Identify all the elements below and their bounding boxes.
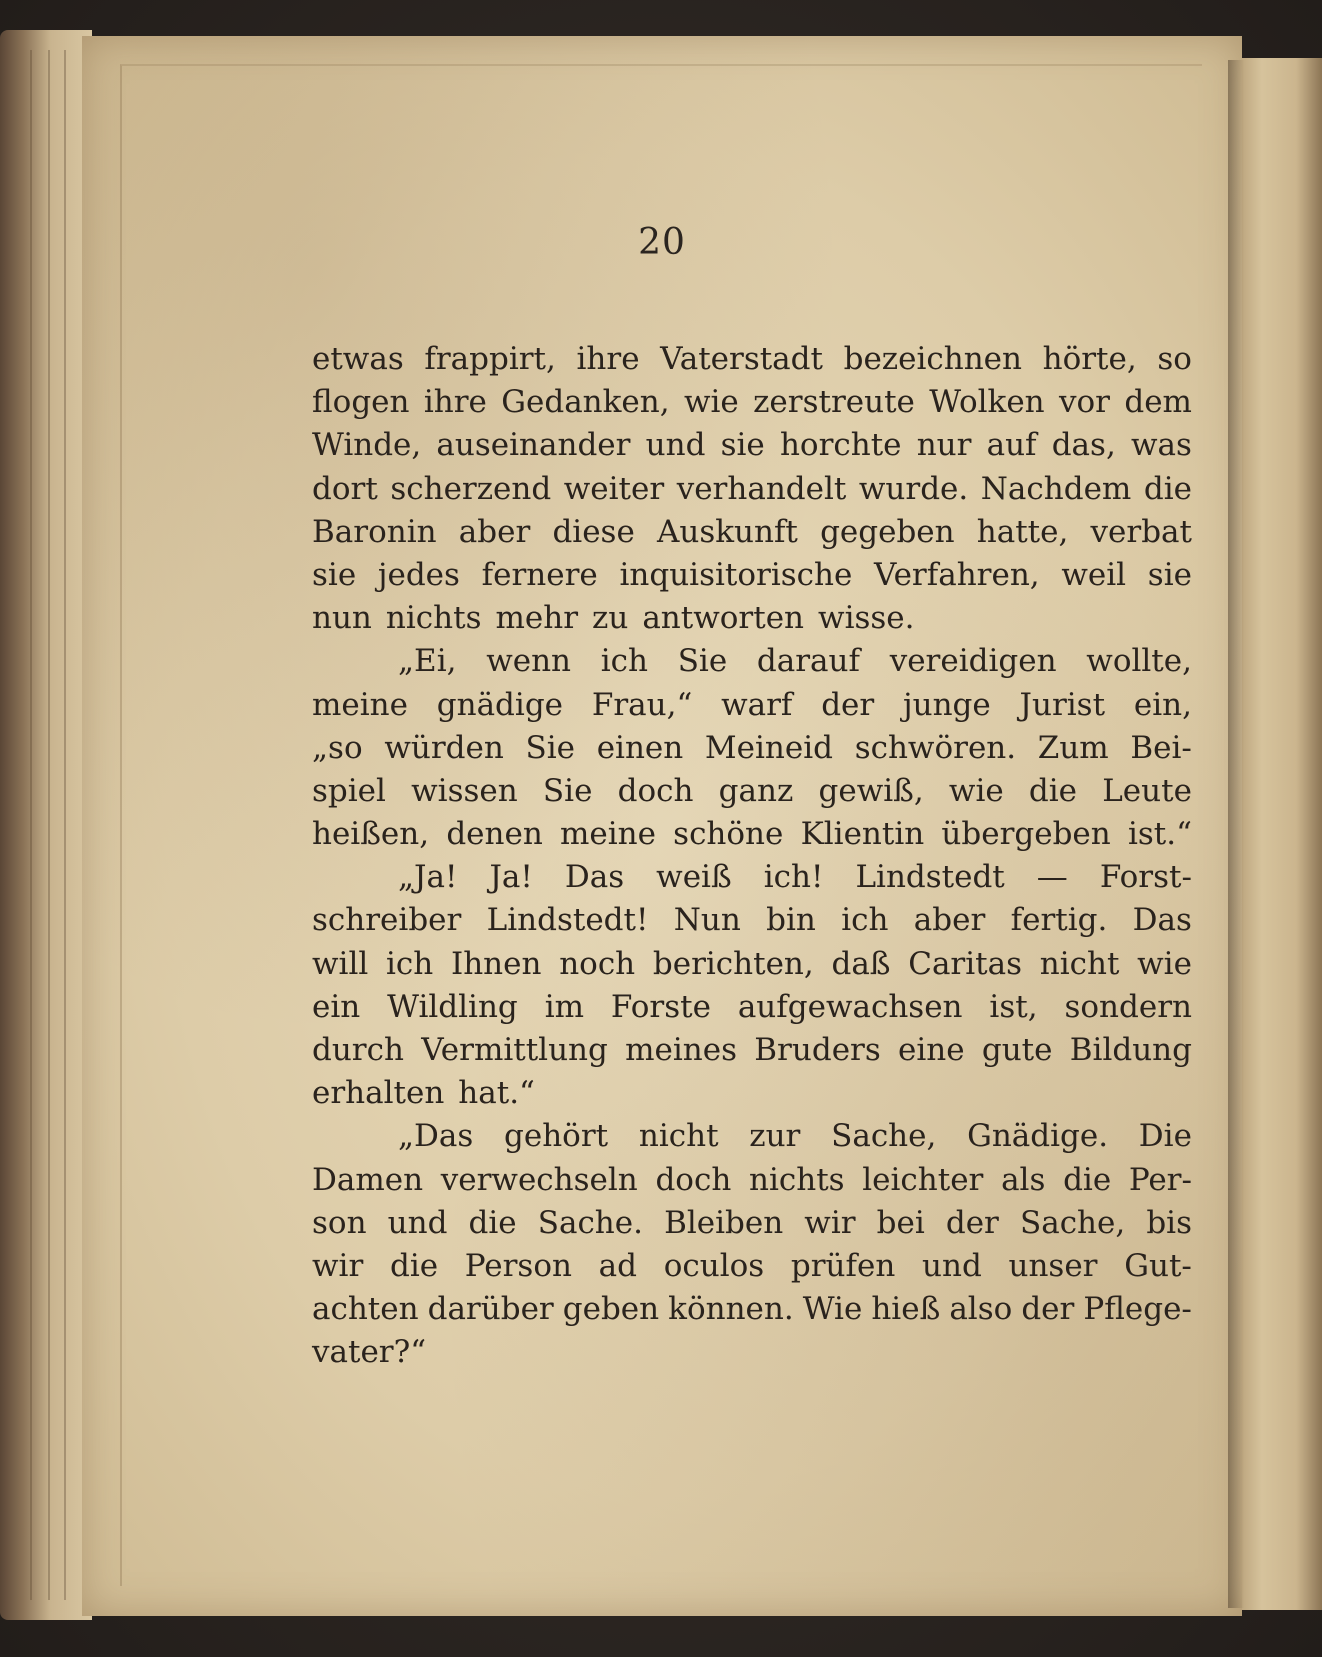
word: sie: [720, 427, 765, 464]
word: weiß: [656, 859, 732, 896]
word: junge: [903, 686, 991, 723]
word: eine: [898, 1032, 965, 1068]
word: ist.“: [1127, 816, 1192, 853]
word: Gut-: [1124, 1247, 1192, 1284]
word: schöne: [673, 816, 784, 853]
word: zur: [749, 1118, 801, 1155]
word: Vaterstadt: [660, 341, 823, 377]
word: ein: [312, 988, 361, 1025]
word: Bleiben: [664, 1204, 784, 1241]
word: meines: [625, 1032, 738, 1068]
word: hat.“: [458, 1075, 535, 1112]
word: wenn: [486, 643, 571, 680]
word: achten: [312, 1291, 419, 1328]
word: wurde.: [858, 470, 969, 507]
word: noch: [559, 945, 636, 982]
word: Forst-: [1099, 859, 1192, 896]
word: Pflege-: [1083, 1291, 1192, 1328]
word: hatte,: [976, 513, 1069, 550]
word: ein,: [1133, 686, 1192, 723]
word: flogen: [312, 384, 410, 421]
facing-page-edge: [1236, 58, 1322, 1610]
word: „Ei,: [398, 643, 457, 680]
word: gehört: [504, 1118, 609, 1155]
text-line: [312, 813, 1192, 856]
text-line: [312, 986, 1192, 1029]
word: ich: [841, 902, 889, 939]
text-line: [312, 554, 1192, 597]
text-line: [312, 1115, 1192, 1158]
word: sondern: [1064, 988, 1192, 1025]
word: auf: [986, 427, 1037, 464]
word: zu: [592, 600, 629, 637]
text-line: [312, 856, 1192, 899]
word: meine: [312, 686, 408, 723]
word: als: [1001, 1161, 1046, 1198]
word: Auskunft: [656, 513, 798, 550]
word: wir: [312, 1247, 364, 1284]
word: ad: [598, 1247, 637, 1284]
book-binding-edge: [0, 30, 92, 1620]
word: und: [387, 1204, 448, 1241]
word: Gedanken,: [501, 384, 670, 421]
word: Sache.: [537, 1204, 643, 1241]
word: Wildling: [387, 988, 518, 1025]
word: darüber: [427, 1291, 554, 1328]
text-line: [312, 381, 1192, 424]
word: der: [945, 1204, 999, 1241]
text-line: [312, 468, 1192, 511]
word: wie: [1137, 945, 1192, 982]
word: vater?“: [312, 1334, 427, 1371]
word: warf: [721, 686, 793, 723]
word: Verfahren,: [874, 556, 1040, 593]
word: oculos: [663, 1247, 765, 1284]
word: Bei-: [1130, 729, 1192, 766]
word: die: [1063, 1161, 1112, 1198]
word: der: [1021, 1291, 1075, 1328]
word: wollte,: [1086, 643, 1192, 680]
word: Meineid: [704, 729, 833, 766]
word: Bildung: [1069, 1032, 1192, 1068]
word: nicht: [1039, 945, 1120, 982]
word: darauf: [756, 643, 860, 680]
word: einen: [596, 729, 684, 766]
text-line: [312, 511, 1192, 554]
word: ihre: [423, 384, 487, 421]
word: die: [1143, 470, 1192, 507]
word: der: [821, 686, 875, 723]
word: Caritas: [908, 945, 1023, 982]
text-line: [312, 1029, 1192, 1072]
word: sie: [312, 556, 357, 593]
text-line: [312, 727, 1192, 770]
word: weil: [1061, 556, 1127, 593]
word: Person: [464, 1247, 572, 1284]
word: Leute: [1102, 772, 1192, 809]
word: —: [1036, 859, 1068, 896]
word: „Das: [398, 1118, 474, 1155]
word: Nachdem: [980, 470, 1132, 507]
text-line: [312, 1288, 1192, 1331]
word: und: [645, 427, 706, 464]
word: übergeben: [941, 816, 1111, 853]
word: Sie: [677, 643, 728, 680]
text-line: [312, 1245, 1192, 1288]
word: Wolken: [929, 384, 1045, 421]
word: Ihnen: [450, 945, 542, 982]
word: Sache,: [1019, 1204, 1126, 1241]
word: die: [1028, 772, 1078, 809]
word: Winde,: [312, 427, 422, 464]
text-line: [312, 684, 1192, 727]
word: verbat: [1090, 513, 1192, 550]
word: bin: [766, 902, 816, 939]
text-line: [312, 597, 1192, 640]
word: nichts: [748, 1161, 845, 1198]
word: Frau,“: [591, 686, 693, 723]
word: nichts: [385, 600, 482, 637]
word: aufgewachsen: [737, 988, 963, 1025]
word: erhalten: [312, 1075, 445, 1112]
word: „so: [312, 729, 363, 766]
word: Das: [1132, 902, 1192, 939]
text-line: [312, 943, 1192, 986]
text-line: [312, 1159, 1192, 1202]
word: ich!: [763, 859, 824, 896]
word: prüfen: [790, 1247, 896, 1284]
word: was: [1130, 427, 1192, 464]
word: das,: [1051, 427, 1116, 464]
word: Gnädige.: [967, 1118, 1109, 1155]
word: Ja!: [489, 859, 533, 896]
word: Lindstedt!: [486, 902, 649, 939]
body-text: [312, 338, 1192, 1375]
word: son: [312, 1204, 367, 1241]
word: sie: [1147, 556, 1192, 593]
word: wie: [948, 772, 1004, 809]
word: weiter: [563, 470, 665, 507]
word: nun: [312, 600, 372, 637]
word: gegeben: [820, 513, 955, 550]
word: dem: [1124, 384, 1192, 421]
word: gute: [981, 1032, 1053, 1068]
word: Zum: [1037, 729, 1109, 766]
word: die: [389, 1247, 439, 1284]
word: doch: [655, 1161, 732, 1198]
word: doch: [617, 772, 694, 809]
word: ganz: [718, 772, 794, 809]
word: inquisitorische: [619, 556, 853, 593]
word: jedes: [377, 556, 460, 593]
word: schreiber: [312, 902, 462, 939]
word: fernere: [481, 556, 598, 593]
word: also: [949, 1291, 1013, 1328]
text-line: [312, 424, 1192, 467]
word: Damen: [312, 1161, 424, 1198]
word: geben: [562, 1291, 660, 1328]
word: wie: [683, 384, 739, 421]
word: leichter: [862, 1161, 984, 1198]
word: heißen,: [312, 816, 430, 853]
word: „Ja!: [398, 859, 458, 896]
word: schwören.: [854, 729, 1017, 766]
word: Baronin: [312, 513, 437, 550]
word: vor: [1059, 384, 1110, 421]
word: ist,: [989, 988, 1038, 1025]
text-line: [312, 640, 1192, 683]
word: aber: [913, 902, 986, 939]
word: etwas: [312, 341, 404, 377]
word: Sache,: [831, 1118, 937, 1155]
word: Die: [1138, 1118, 1192, 1155]
word: hieß: [871, 1291, 941, 1328]
word: scherzend: [390, 470, 552, 507]
book-page: [82, 36, 1242, 1616]
word: spiel: [312, 772, 386, 809]
word: Lindstedt: [855, 859, 1005, 896]
word: können.: [668, 1291, 794, 1328]
word: gnädige: [436, 686, 564, 723]
word: ich: [386, 945, 434, 982]
word: Klientin: [800, 816, 925, 853]
word: zerstreute: [753, 384, 915, 421]
word: auseinander: [436, 427, 631, 464]
word: meine: [559, 816, 656, 853]
word: Jurist: [1019, 686, 1106, 723]
word: daß: [831, 945, 891, 982]
word: wisse.: [818, 600, 915, 637]
page-number: 20: [638, 222, 686, 263]
word: vereidigen: [889, 643, 1057, 680]
word: will: [312, 945, 369, 982]
word: Sie: [525, 729, 575, 766]
word: fertig.: [1010, 902, 1108, 939]
word: ich: [600, 643, 648, 680]
word: verwechseln: [440, 1161, 638, 1198]
word: Wie: [802, 1291, 863, 1328]
word: verhandelt: [676, 470, 847, 507]
word: durch: [312, 1032, 404, 1068]
word: mehr: [495, 600, 579, 637]
word: bis: [1146, 1204, 1192, 1241]
word: unser: [1008, 1247, 1098, 1284]
word: berichten,: [652, 945, 814, 982]
word: und: [922, 1247, 982, 1284]
word: Forste: [610, 988, 711, 1025]
word: nicht: [638, 1118, 719, 1155]
word: im: [544, 988, 584, 1025]
word: frappirt,: [424, 341, 556, 377]
word: wir: [804, 1204, 856, 1241]
word: hörte,: [1042, 341, 1137, 377]
word: so: [1157, 341, 1192, 377]
word: gewiß,: [818, 772, 924, 809]
text-line: [312, 338, 1192, 381]
word: Per-: [1128, 1161, 1192, 1198]
word: Das: [564, 859, 625, 896]
word: nur: [916, 427, 972, 464]
word: diese: [552, 513, 635, 550]
word: antworten: [642, 600, 805, 637]
word: bei: [876, 1204, 925, 1241]
text-line: [312, 1331, 1192, 1374]
word: Vermittlung: [421, 1032, 608, 1068]
text-line: [312, 1202, 1192, 1245]
word: die: [468, 1204, 517, 1241]
word: aber: [458, 513, 531, 550]
gutter-shadow: [1228, 60, 1244, 1608]
word: denen: [446, 816, 543, 853]
word: wissen: [411, 772, 518, 809]
word: dort: [312, 470, 378, 507]
word: ihre: [576, 341, 640, 377]
word: horchte: [779, 427, 902, 464]
text-line: [312, 1072, 1192, 1115]
word: bezeichnen: [843, 341, 1022, 377]
text-line: [312, 899, 1192, 942]
word: Nun: [673, 902, 741, 939]
text-line: [312, 770, 1192, 813]
word: würden: [384, 729, 504, 766]
word: Bruders: [754, 1032, 881, 1068]
word: Sie: [542, 772, 593, 809]
